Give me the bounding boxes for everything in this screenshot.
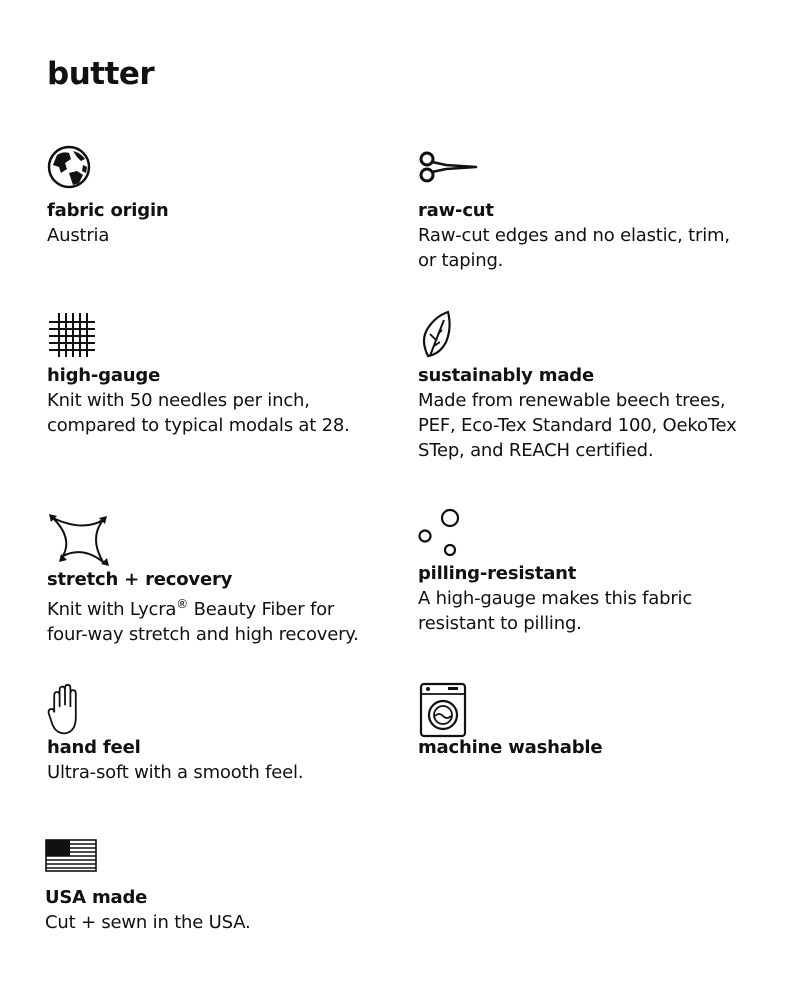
feature-raw-cut [418,145,768,273]
feature-title: machine washable [418,737,603,758]
bubbles-icon [418,508,468,558]
globe-icon [47,145,97,195]
usa-flag-icon [45,832,95,882]
feature-title: raw-cut [418,200,494,221]
feature-sustainably-made [418,310,768,463]
feature-description: Knit with 50 needles per inch, compared to typical modals at 28. [47,390,350,436]
feature-machine-washable [418,682,768,760]
leaf-icon [418,310,468,360]
feature-title: sustainably made [418,365,594,386]
feature-description: A high-gauge makes this fabric resistant to pilling. [418,588,693,634]
feature-title: pilling-resistant [418,563,577,584]
feature-title: high-gauge [47,365,161,386]
feature-description: Austria [47,225,110,246]
feature-description: Ultra-soft with a smooth feel. [47,762,304,783]
feature-description: Cut + sewn in the USA. [45,912,251,933]
feature-pilling-resistant [418,508,768,636]
feature-usa-made [45,832,395,935]
feature-stretch-recovery [47,514,397,647]
feature-description: Raw-cut edges and no elastic, trim, or taping. [418,225,730,271]
feature-description: Knit with Lycra® Beauty Fiber for four-way stretch and high recovery. [47,597,359,645]
scissors-icon [418,145,468,195]
knit-grid-icon [47,310,97,360]
washing-machine-icon [418,682,468,732]
feature-title: hand feel [47,737,141,758]
feature-title: stretch + recovery [47,569,233,590]
feature-hand-feel [47,682,397,785]
feature-fabric-origin [47,145,397,248]
feature-high-gauge [47,310,397,438]
page-title: butter [47,56,155,92]
feature-title: USA made [45,887,148,908]
stretch-arrows-icon [47,514,97,564]
feature-description: Made from renewable beech trees, PEF, Eco-Tex Standard 100, OekoTex STep, and REACH certified. [418,390,737,461]
hand-icon [47,682,97,732]
feature-title: fabric origin [47,200,169,221]
